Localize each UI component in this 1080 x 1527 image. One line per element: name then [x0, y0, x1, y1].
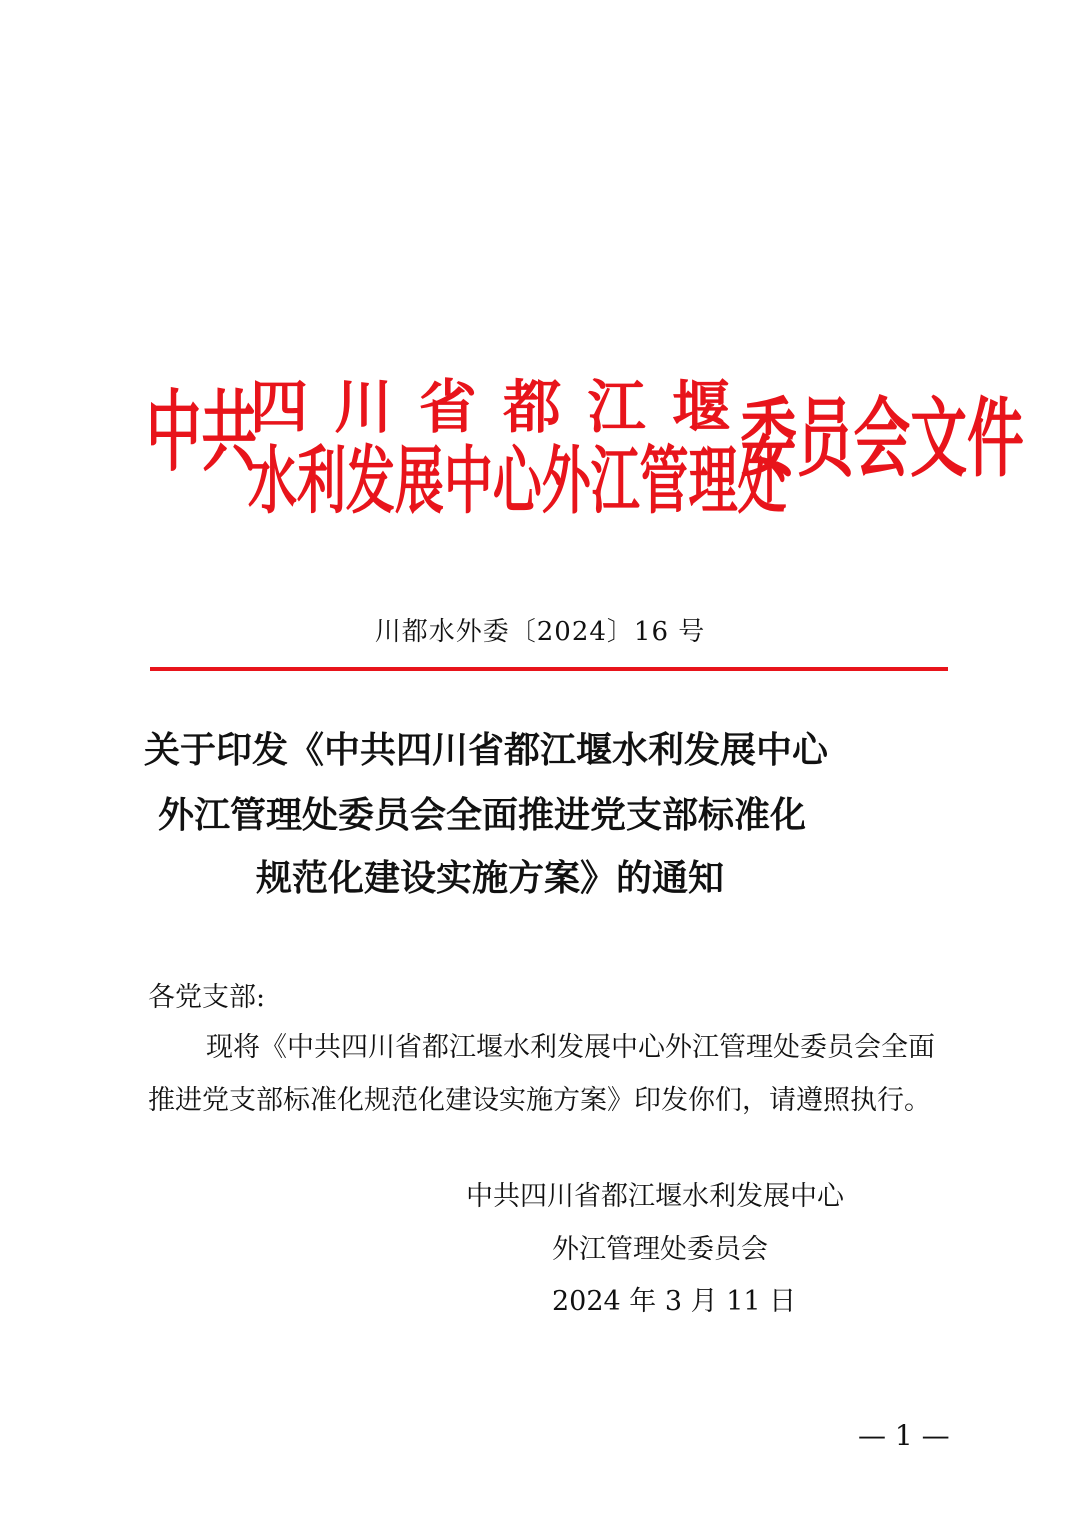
masthead-char: 省	[418, 373, 477, 441]
masthead-char: 江	[587, 373, 646, 441]
masthead-line-2: 水利发展中心外江管理处	[248, 437, 787, 524]
masthead-char: 四	[250, 373, 309, 441]
salutation: 各党支部:	[148, 982, 266, 1013]
body-paragraph-line-1: 现将《中共四川省都江堰水利发展中心外江管理处委员会全面	[206, 1032, 935, 1063]
body-paragraph-line-2: 推进党支部标准化规范化建设实施方案》印发你们，请遵照执行。	[148, 1085, 931, 1116]
title-line-2: 外江管理处委员会全面推进党支部标准化	[158, 794, 807, 836]
title-line-3: 规范化建设实施方案》的通知	[256, 857, 725, 899]
masthead-left: 中共	[146, 380, 257, 484]
masthead-line-1	[250, 373, 730, 441]
signature-org-line-2: 外江管理处委员会	[552, 1234, 768, 1265]
signature-org-line-1: 中共四川省都江堰水利发展中心	[466, 1181, 844, 1212]
document-number: 川都水外委〔2024〕16 号	[374, 617, 706, 647]
masthead-char: 川	[334, 373, 393, 441]
red-divider	[150, 667, 948, 671]
masthead-char: 堰	[671, 373, 730, 441]
masthead-char: 都	[503, 373, 562, 441]
masthead-right: 委员会文件	[740, 389, 1024, 489]
title-line-1: 关于印发《中共四川省都江堰水利发展中心	[144, 729, 829, 771]
page-number: — 1 —	[858, 1419, 950, 1452]
signature-date: 2024 年 3 月 11 日	[552, 1286, 797, 1317]
